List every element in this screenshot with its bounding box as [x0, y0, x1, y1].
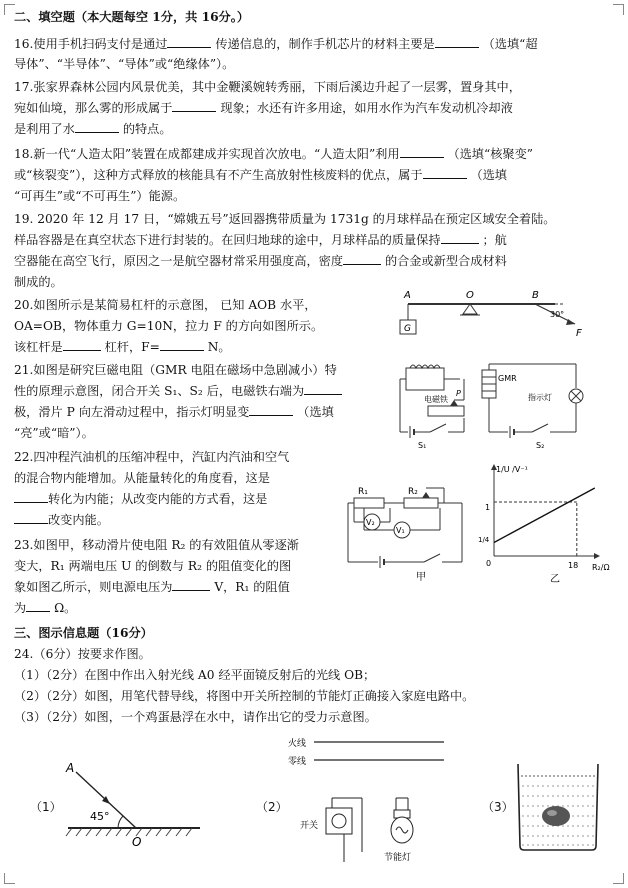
gmr-circuit-diagram: [398, 360, 588, 452]
switch-s2-label: S₂: [536, 441, 545, 450]
switch-label: 开关: [300, 821, 319, 831]
question-19-line4: 制成的。: [14, 275, 63, 289]
answer-blank[interactable]: [160, 339, 204, 351]
voltmeter-v2-label: V₂: [366, 518, 375, 527]
r2-label: R₂: [408, 487, 418, 497]
point-a-label: A: [66, 761, 75, 775]
question-19-line3: 空器能在高空飞行，原因之一是航空器材常采用强度高，密度 的合金或新型合成材料: [14, 254, 507, 268]
answer-blank[interactable]: [172, 579, 210, 591]
mirror-reflection-diagram: [60, 758, 210, 850]
figure-1-label: （1）: [30, 800, 62, 814]
answer-blank[interactable]: [167, 36, 211, 48]
corner-mark: [613, 873, 624, 884]
egg-in-water-diagram: [508, 758, 608, 854]
question-22: 22.四冲程汽油机的压缩冲程中，汽缸内汽油和空气: [14, 450, 290, 464]
point-o-label: O: [466, 290, 474, 301]
question-21-line3: 极，滑片 P 向左滑动过程中，指示灯明显变 （选填: [14, 405, 334, 419]
y-axis-label: 1/U /V⁻¹: [496, 465, 528, 474]
section-title-diagrams: 三、图示信息题（16分）: [14, 626, 153, 640]
question-24-sub2: （2）（2分）如图，用笔代替导线，将图中开关所控制的节能灯正确接入家庭电路中。: [14, 689, 475, 703]
caption-yi: 乙: [550, 574, 560, 585]
lamp-label: 节能灯: [384, 853, 412, 863]
y-tick-quarter: 1/4: [478, 536, 490, 544]
question-17-line3: 是利用了水 的特点。: [14, 122, 172, 136]
angle-label: 30°: [550, 310, 565, 319]
figure-3-label: （3）: [482, 800, 514, 814]
answer-blank[interactable]: [400, 146, 444, 158]
question-18-line2: 或“核裂变”），这种方式释放的核能具有不产生高放射性核废料的优点，属于 （选填: [14, 168, 507, 182]
question-23-line2: 变大，R₁ 两端电压 U 的倒数与 R₂ 的阻值变化的图: [14, 559, 292, 573]
question-24-sub3: （3）（2分）如图，一个鸡蛋悬浮在水中，请作出它的受力示意图。: [14, 710, 377, 724]
live-wire-label: 火线: [288, 739, 307, 749]
question-24-sub1: （1）（2分）在图中作出入射光线 A0 经平面镜反射后的光线 OB；: [14, 668, 376, 682]
force-f-label: F: [576, 328, 582, 339]
question-18-line3: “可再生”或“不可再生”）能源。: [14, 189, 186, 203]
question-22-line3: 转化为内能；从改变内能的方式看，这是: [14, 491, 267, 507]
household-circuit-diagram: [284, 732, 454, 872]
answer-blank[interactable]: [249, 404, 293, 416]
electromagnet-label: 电磁铁: [424, 395, 448, 404]
answer-blank[interactable]: [435, 36, 479, 48]
question-23-line4: 为 Ω。: [14, 601, 77, 615]
answer-blank[interactable]: [304, 383, 342, 395]
question-23: 23.如图甲，移动滑片使电阻 R₂ 的有效阻值从零逐渐: [14, 538, 299, 552]
question-20-line2: OA=OB，物体重力 G=10N，拉力 F 的方向如图所示。: [14, 319, 324, 333]
answer-blank[interactable]: [63, 339, 101, 351]
question-17-line2: 宛如仙境，那么雾的形成属于 现象；水还有许多用途，如用水作为汽车发动机冷却液: [14, 101, 513, 115]
egg-icon: [542, 806, 570, 826]
neutral-wire-label: 零线: [288, 757, 307, 767]
question-19: 19. 2020 年 12 月 17 日，“嫦娥五号”返回器携带质量为 1731g 的月球样品在预定区域安全着陆。: [14, 212, 556, 226]
answer-blank[interactable]: [75, 121, 119, 133]
answer-blank[interactable]: [172, 100, 216, 112]
point-b-label: B: [532, 290, 539, 301]
answer-blank[interactable]: [343, 253, 381, 265]
question-16: 16.使用手机扫码支付是通过 传递信息的，制作手机芯片的材料主要是 （选填“超: [14, 37, 538, 51]
question-18: 18.新一代“人造太阳”装置在成都建成并实现首次放电。“人造太阳”利用 （选填“核聚变”: [14, 147, 534, 161]
corner-mark: [613, 4, 624, 15]
question-21-line2: 性的原理示意图，闭合开关 S₁、S₂ 后，电磁铁右端为: [14, 383, 342, 399]
origin-label: 0: [486, 559, 492, 568]
answer-blank[interactable]: [423, 167, 467, 179]
question-21-line4: “亮”或“暗”）。: [14, 426, 94, 440]
question-23-line3: 象如图乙所示，则电源电压为 V，R₁ 的阻值: [14, 580, 290, 594]
section-title-fill-in: 二、填空题（本大题每空 1分，共 16分。）: [14, 10, 250, 24]
r1-label: R₁: [358, 487, 368, 497]
lever-diagram: [390, 286, 590, 348]
point-o-label: O: [132, 835, 142, 849]
x-axis-label: R₂/Ω: [592, 563, 610, 572]
x-tick-18: 18: [568, 561, 579, 570]
answer-blank[interactable]: [14, 491, 48, 503]
caption-jia: 甲: [416, 572, 426, 583]
question-20-line3: 该杠杆是 杠杆，F= N。: [14, 340, 231, 354]
question-22-line4: 改变内能。: [14, 512, 109, 528]
switch-s1-label: S₁: [418, 441, 427, 450]
angle-45-label: 45°: [90, 810, 110, 823]
question-16-line2: 导体”、“半导体”、“导体”或“绝缘体”）。: [14, 57, 235, 71]
question-24: 24.（6分）按要求作图。: [14, 647, 151, 661]
question-22-line2: 的混合物内能增加。从能量转化的角度看，这是: [14, 471, 270, 485]
series-line: [494, 488, 595, 543]
graph-yi-chart: [478, 462, 624, 586]
question-17: 17.张家界森林公园内风景优美，其中金鞭溪婉转秀丽，下雨后溪边升起了一层雾，置身其中，: [14, 80, 521, 94]
weight-g-label: G: [404, 324, 411, 334]
voltmeter-v1-label: V₁: [396, 526, 405, 535]
slider-p-label: P: [456, 389, 461, 398]
answer-blank[interactable]: [14, 512, 48, 524]
corner-mark: [4, 873, 15, 884]
answer-blank[interactable]: [441, 232, 479, 244]
circuit-jia-diagram: [344, 484, 474, 584]
answer-blank[interactable]: [26, 600, 50, 612]
figure-2-label: （2）: [256, 800, 288, 814]
gmr-label: GMR: [498, 374, 517, 383]
question-20: 20.如图所示是某简易杠杆的示意图， 已知 AOB 水平，: [14, 298, 317, 312]
indicator-lamp-label: 指示灯: [528, 393, 552, 402]
question-21: 21.如图是研究巨磁电阻（GMR 电阻在磁场中急剧减小）特: [14, 363, 337, 377]
question-19-line2: 样品容器是在真空状态下进行封装的。在回归地球的途中，月球样品的质量保持 ；航: [14, 233, 507, 247]
y-tick-1: 1: [485, 503, 491, 512]
point-a-label: A: [404, 290, 411, 301]
